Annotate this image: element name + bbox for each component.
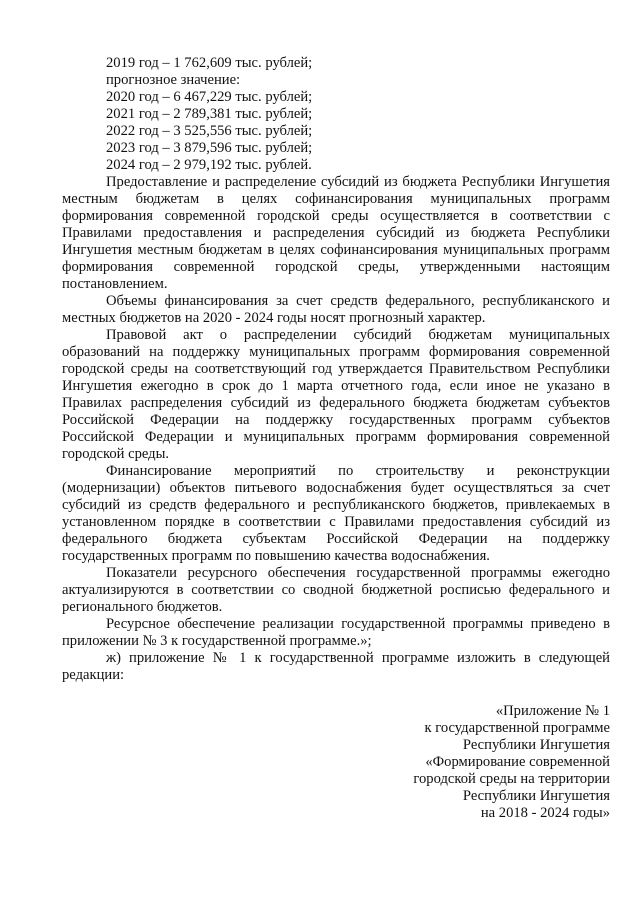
- appendix-line: «Приложение № 1: [495, 703, 610, 719]
- appendix-line: городской среды на территории: [413, 771, 610, 787]
- paragraph-amendment: ж) приложение № 1 к государственной программе изложить в следующей редакции:: [62, 650, 610, 683]
- appendix-line: Республики Ингушетия: [462, 788, 610, 804]
- paragraph-resource-appendix: Ресурсное обеспечение реализации государственной программы приведено в приложении № 3 к государственной программе.»;: [62, 616, 610, 649]
- paragraph-legal-act: Правовой акт о распределении субсидий бюджетам муниципальных образований на поддержку муниципальных программ формирования современной городской среды на соответствующий год утверждается Правительством Республики Ингушетия ежегодно в срок до 1 марта отчетного года, если иное не указано в Правилах распределения субсидий из федерального бюджета бюджетам субъектов Российской Федерации на поддержку государственных программ субъектов Российской Федерации и муниципальных программ формирования современной городской среды.: [62, 327, 610, 462]
- funding-line-2020: 2020 год – 6 467,229 тыс. рублей;: [106, 89, 313, 105]
- paragraph-resource-indicators: Показатели ресурсного обеспечения государственной программы ежегодно актуализируются в соответствии со сводной бюджетной росписью федерального и регионального бюджетов.: [62, 565, 610, 615]
- paragraph-subsidy-distribution: Предоставление и распределение субсидий из бюджета Республики Ингушетия местным бюджетам в целях софинансирования муниципальных программ формирования современной городской среды осуществляется в соответствии с Правилами предоставления и распределения субсидий из бюджета Республики Ингушетия местным бюджетам в целях софинансирования муниципальных программ формирования современной городской среды, утвержденными настоящим постановлением.: [62, 174, 610, 292]
- forecast-label: прогнозное значение:: [106, 72, 241, 88]
- appendix-line: к государственной программе: [424, 720, 610, 736]
- funding-line-2021: 2021 год – 2 789,381 тыс. рублей;: [106, 106, 313, 122]
- appendix-line: «Формирование современной: [425, 754, 610, 770]
- document-body: [62, 55, 610, 684]
- funding-line-2023: 2023 год – 3 879,596 тыс. рублей;: [106, 140, 313, 156]
- funding-line-2024: 2024 год – 2 979,192 тыс. рублей.: [106, 157, 312, 173]
- paragraph-funding-forecast: Объемы финансирования за счет средств федерального, республиканского и местных бюджетов на 2020 - 2024 годы носят прогнозный характер.: [62, 293, 610, 326]
- appendix-line: Республики Ингушетия: [462, 737, 610, 753]
- appendix-header: [413, 703, 610, 822]
- funding-line-2022: 2022 год – 3 525,556 тыс. рублей;: [106, 123, 313, 139]
- funding-line-2019: 2019 год – 1 762,609 тыс. рублей;: [106, 55, 313, 71]
- paragraph-water-supply: Финансирование мероприятий по строительству и реконструкции (модернизации) объектов питьевого водоснабжения будет осуществляться за счет субсидий из средств федерального и республиканского бюджетов, привлекаемых в установленном порядке в соответствии с Правилами предоставления субсидий из федерального бюджета субъектам Российской Федерации на поддержку государственных программ по повышению качества водоснабжения.: [62, 463, 610, 564]
- appendix-line: на 2018 - 2024 годы»: [480, 805, 610, 821]
